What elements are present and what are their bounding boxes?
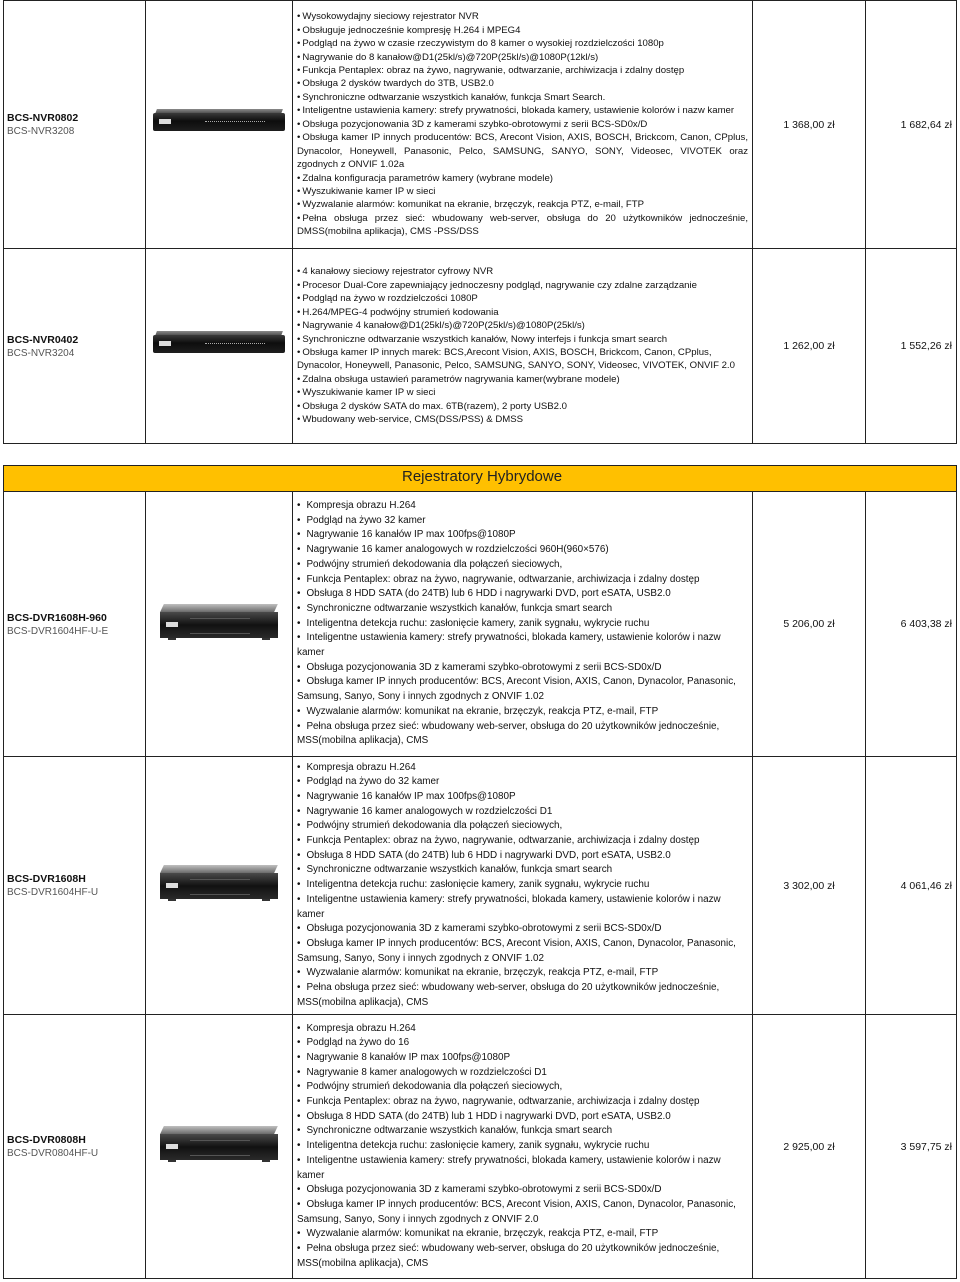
spec-item: • Obsługa pozycjonowania 3D z kamerami szybko-obrotowymi z serii BCS-SD0x/D (297, 1183, 748, 1198)
spec-cell (293, 1015, 753, 1279)
spec-item: • Nagrywanie do 8 kanałow@D1(25kl/s)@720P(25kl/s)@1080P(12kl/s) (297, 51, 748, 64)
spec-item: • Obsługa kamer IP innych producentów: BCS, Arecont Vision, AXIS, BOSCH, Brickcom, Canon, CPplus, Dynacolor, Honeywell, Panasonic, Pelco, SAMSUNG, SANYO, SONY, Videosec, VIVOTEK oraz zgodnych z ONVIF 1.02a (297, 131, 748, 171)
spec-item: • Podwójny strumień dekodowania dla połączeń sieciowych, (297, 1080, 748, 1095)
spec-item: • Obsługa 8 HDD SATA (do 24TB) lub 6 HDD i nagrywarki DVD, port eSATA, USB2.0 (297, 587, 748, 602)
spec-item: • Wyzwalanie alarmów: komunikat na ekranie, brzęczyk, reakcja PTZ, e-mail, FTP (297, 705, 748, 720)
model-cell (4, 249, 146, 444)
product-row-nvr0802 (4, 1, 957, 249)
spec-item: • Inteligentne ustawienia kamery: strefy prywatności, blokada kamery, ustawienie kolorów i nazw kamer (297, 1154, 748, 1183)
nvr-recorder-image (153, 331, 285, 357)
price-net: 3 302,00 zł (753, 757, 866, 1015)
spec-item: • Pełna obsługa przez sieć: wbudowany web-server, obsługa do 20 użytkowników jednocześnie, DMSS(mobilna aplikacja), CMS -PSS/DSS (297, 212, 748, 239)
spec-item: • Funkcja Pentaplex: obraz na żywo, nagrywanie, odtwarzanie, archiwizacja i zdalny dostęp (297, 573, 748, 588)
price-net: 1 262,00 zł (753, 249, 866, 444)
spec-item: • Inteligentna detekcja ruchu: zasłonięcie kamery, zanik sygnału, wykrycie ruchu (297, 878, 748, 893)
spec-item: • Nagrywanie 8 kamer analogowych w rozdzielczości D1 (297, 1066, 748, 1081)
spec-item: • Podgląd na żywo do 16 (297, 1036, 748, 1051)
dvr-recorder-image (160, 1126, 278, 1162)
spec-item: • Wyzwalanie alarmów: komunikat na ekranie, brzęczyk, reakcja PTZ, e-mail, FTP (297, 966, 748, 981)
spec-item: • Obsługa 8 HDD SATA (do 24TB) lub 1 HDD i nagrywarki DVD, port eSATA, USB2.0 (297, 1110, 748, 1125)
spec-item: • Synchroniczne odtwarzanie wszystkich kanałów, funkcja smart search (297, 863, 748, 878)
spec-item: • Pełna obsługa przez sieć: wbudowany web-server, obsługa do 20 użytkowników jednocześnie, MSS(mobilna aplikacja), CMS (297, 720, 748, 749)
spec-cell (293, 492, 753, 757)
spec-item: • Synchroniczne odtwarzanie wszystkich kanałów, Nowy interfejs i funkcja smart search (297, 333, 748, 346)
product-row-nvr0402 (4, 249, 957, 444)
spec-item: • Funkcja Pentaplex: obraz na żywo, nagrywanie, odtwarzanie, archiwizacja i zdalny dostęp (297, 834, 748, 849)
spec-item: • Podwójny strumień dekodowania dla połączeń sieciowych, (297, 819, 748, 834)
spec-item: • Inteligentna detekcja ruchu: zasłonięcie kamery, zanik sygnału, wykrycie ruchu (297, 617, 748, 632)
spec-item: • Inteligentne ustawienia kamery: strefy prywatności, blokada kamery, ustawienie kolorów i nazw kamer (297, 893, 748, 922)
spec-item: • Procesor Dual-Core zapewniający jednoczesny podgląd, nagrywanie czy zdalne zarządzanie (297, 279, 748, 292)
spec-item: • 4 kanałowy sieciowy rejestrator cyfrowy NVR (297, 265, 748, 278)
spec-cell (293, 1, 753, 249)
image-cell (146, 1, 293, 249)
spec-item: • Podgląd na żywo do 32 kamer (297, 775, 748, 790)
model-name: BCS-NVR0802 (7, 112, 79, 124)
spec-item: • Funkcja Pentaplex: obraz na żywo, nagrywanie, odtwarzanie, archiwizacja i zdalny dostęp (297, 64, 748, 77)
spec-item: • Wyszukiwanie kamer IP w sieci (297, 386, 748, 399)
image-cell (146, 1015, 293, 1279)
model-name: BCS-DVR1608H (7, 873, 86, 885)
spec-item: • Inteligentne ustawienia kamery: strefy prywatności, blokada kamery, ustawienie kolorów i nazw kamer (297, 104, 748, 117)
spec-item: • Synchroniczne odtwarzanie wszystkich kanałów, funkcja Smart Search. (297, 91, 748, 104)
spec-item: • Funkcja Pentaplex: obraz na żywo, nagrywanie, odtwarzanie, archiwizacja i zdalny dostęp (297, 1095, 748, 1110)
spec-item: • Obsługa 8 HDD SATA (do 24TB) lub 6 HDD i nagrywarki DVD, port eSATA, USB2.0 (297, 849, 748, 864)
spec-item: • Nagrywanie 16 kanałów IP max 100fps@1080P (297, 790, 748, 805)
spec-item: • Kompresja obrazu H.264 (297, 1022, 748, 1037)
dvr-recorder-image (160, 865, 278, 901)
spec-list (293, 7, 752, 242)
spec-item: • Nagrywanie 4 kanałow@D1(25kl/s)@720P(25kl/s)@1080P(25kl/s) (297, 319, 748, 332)
spec-item: • Pełna obsługa przez sieć: wbudowany web-server, obsługa do 20 użytkowników jednocześnie, MSS(mobilna aplikacja), CMS (297, 1242, 748, 1271)
spec-item: • Wysokowydajny sieciowy rejestrator NVR (297, 10, 748, 23)
spec-item: • Zdalna obsługa ustawień parametrów nagrywania kamer(wybrane modele) (297, 373, 748, 386)
spec-item: • Podwójny strumień dekodowania dla połączeń sieciowych, (297, 558, 748, 573)
product-row-dvr1608h (4, 757, 957, 1015)
spec-item: • Kompresja obrazu H.264 (297, 499, 748, 514)
model-cell (4, 757, 146, 1015)
product-row-dvr0808h (4, 1015, 957, 1279)
spec-list (293, 758, 752, 1014)
spec-item: • Obsługa pozycjonowania 3D z kamerami szybko-obrotowymi z serii BCS-SD0x/D (297, 118, 748, 131)
nvr-price-table (3, 0, 957, 444)
alt-model-name: BCS-DVR0804HF-U (7, 1148, 99, 1159)
spec-item: • Podgląd na żywo w czasie rzeczywistym do 8 kamer o wysokiej rozdzielczości 1080p (297, 37, 748, 50)
spec-item: • Obsługa kamer IP innych producentów: BCS, Arecont Vision, AXIS, Canon, Dynacolor, Panasonic, Samsung, Sanyo, Sony i innych zgodnych z ONVIF 2.0 (297, 1198, 748, 1227)
spec-item: • Pełna obsługa przez sieć: wbudowany web-server, obsługa do 20 użytkowników jednocześnie, MSS(mobilna aplikacja), CMS (297, 981, 748, 1010)
model-name: BCS-NVR0402 (7, 333, 79, 346)
alt-model-name: BCS-NVR3204 (7, 347, 75, 359)
price-net: 2 925,00 zł (753, 1015, 866, 1279)
model-name: BCS-DVR0808H (7, 1134, 86, 1146)
spec-item: • Wyszukiwanie kamer IP w sieci (297, 185, 748, 198)
price-gross: 1 552,26 zł (866, 249, 957, 444)
dvr-recorder-image (160, 604, 278, 640)
price-net: 1 368,00 zł (753, 1, 866, 249)
image-cell (146, 492, 293, 757)
spec-item: • Wbudowany web-service, CMS(DSS/PSS) & DMSS (297, 413, 748, 426)
image-cell (146, 757, 293, 1015)
spec-item: • Obsługa kamer IP innych producentów: BCS, Arecont Vision, AXIS, Canon, Dynacolor, Panasonic, Samsung, Sanyo, Sony i innych zgodnych z ONVIF 1.02 (297, 675, 748, 704)
spec-item: • Obsługa 2 dysków SATA do max. 6TB(razem), 2 porty USB2.0 (297, 400, 748, 413)
image-cell (146, 249, 293, 444)
spec-item: • Nagrywanie 8 kanałów IP max 100fps@1080P (297, 1051, 748, 1066)
spec-item: • Inteligentna detekcja ruchu: zasłonięcie kamery, zanik sygnału, wykrycie ruchu (297, 1139, 748, 1154)
model-cell (4, 1015, 146, 1279)
nvr-recorder-image (153, 109, 285, 135)
model-name: BCS-DVR1608H-960 (7, 611, 107, 624)
dvr-price-table (3, 491, 957, 1279)
spec-cell (293, 249, 753, 444)
spec-item: • Synchroniczne odtwarzanie wszystkich kanałów, funkcja smart search (297, 602, 748, 617)
alt-model-name: BCS-DVR1604HF-U-E (7, 625, 109, 637)
spec-item: • Zdalna konfiguracja parametrów kamery (wybrane modele) (297, 172, 748, 185)
spec-item: • Nagrywanie 16 kamer analogowych w rozdzielczości D1 (297, 805, 748, 820)
spec-item: • Nagrywanie 16 kanałów IP max 100fps@1080P (297, 528, 748, 543)
price-gross: 3 597,75 zł (866, 1015, 957, 1279)
spec-list (293, 496, 752, 752)
spec-item: • Wyzwalanie alarmów: komunikat na ekranie, brzęczyk, reakcja PTZ, e-mail, FTP (297, 1227, 748, 1242)
model-cell (4, 492, 146, 757)
spec-list (293, 1019, 752, 1275)
spec-item: • Inteligentne ustawienia kamery: strefy prywatności, blokada kamery, ustawienie kolorów i nazw kamer (297, 631, 748, 660)
price-gross: 1 682,64 zł (866, 1, 957, 249)
alt-model-name: BCS-NVR3208 (7, 126, 75, 137)
spec-item: • Obsługa 2 dysków twardych do 3TB, USB2.0 (297, 77, 748, 90)
spec-item: • Podgląd na żywo w rozdzielczości 1080P (297, 292, 748, 305)
spec-list (293, 262, 752, 429)
price-gross: 6 403,38 zł (866, 492, 957, 757)
spec-item: • Obsługa kamer IP innych producentów: BCS, Arecont Vision, AXIS, Canon, Dynacolor, Panasonic, Samsung, Sanyo, Sony i innych zgodnych z ONVIF 1.02 (297, 937, 748, 966)
spec-item: • Obsługuje jednocześnie kompresję H.264 i MPEG4 (297, 24, 748, 37)
spec-item: • Obsługa pozycjonowania 3D z kamerami szybko-obrotowymi z serii BCS-SD0x/D (297, 922, 748, 937)
section-title: Rejestratory Hybrydowe (402, 468, 563, 485)
spec-item: • Obsługa pozycjonowania 3D z kamerami szybko-obrotowymi z serii BCS-SD0x/D (297, 661, 748, 676)
spec-item: • Wyzwalanie alarmów: komunikat na ekranie, brzęczyk, reakcja PTZ, e-mail, FTP (297, 198, 748, 211)
alt-model-name: BCS-DVR1604HF-U (7, 887, 99, 898)
price-net: 5 206,00 zł (753, 492, 866, 757)
product-row-dvr1608h-960 (4, 492, 957, 757)
spec-item: • Obsługa kamer IP innych marek: BCS,Arecont Vision, AXIS, BOSCH, Brickcom, Canon, CPplus, Dynacolor, Honeywell, Panasonic, Pelco, SAMSUNG, SANYO, SONY, Videosec, VIVOTEK, ONVIF 2.0 (297, 346, 748, 373)
spec-item: • Nagrywanie 16 kamer analogowych w rozdzielczości 960H(960×576) (297, 543, 748, 558)
spec-item: • H.264/MPEG-4 podwójny strumień kodowania (297, 306, 748, 319)
price-gross: 4 061,46 zł (866, 757, 957, 1015)
spec-cell (293, 757, 753, 1015)
spec-item: • Podgląd na żywo 32 kamer (297, 514, 748, 529)
spec-item: • Synchroniczne odtwarzanie wszystkich kanałów, funkcja smart search (297, 1124, 748, 1139)
spec-item: • Kompresja obrazu H.264 (297, 761, 748, 776)
model-cell (4, 1, 146, 249)
